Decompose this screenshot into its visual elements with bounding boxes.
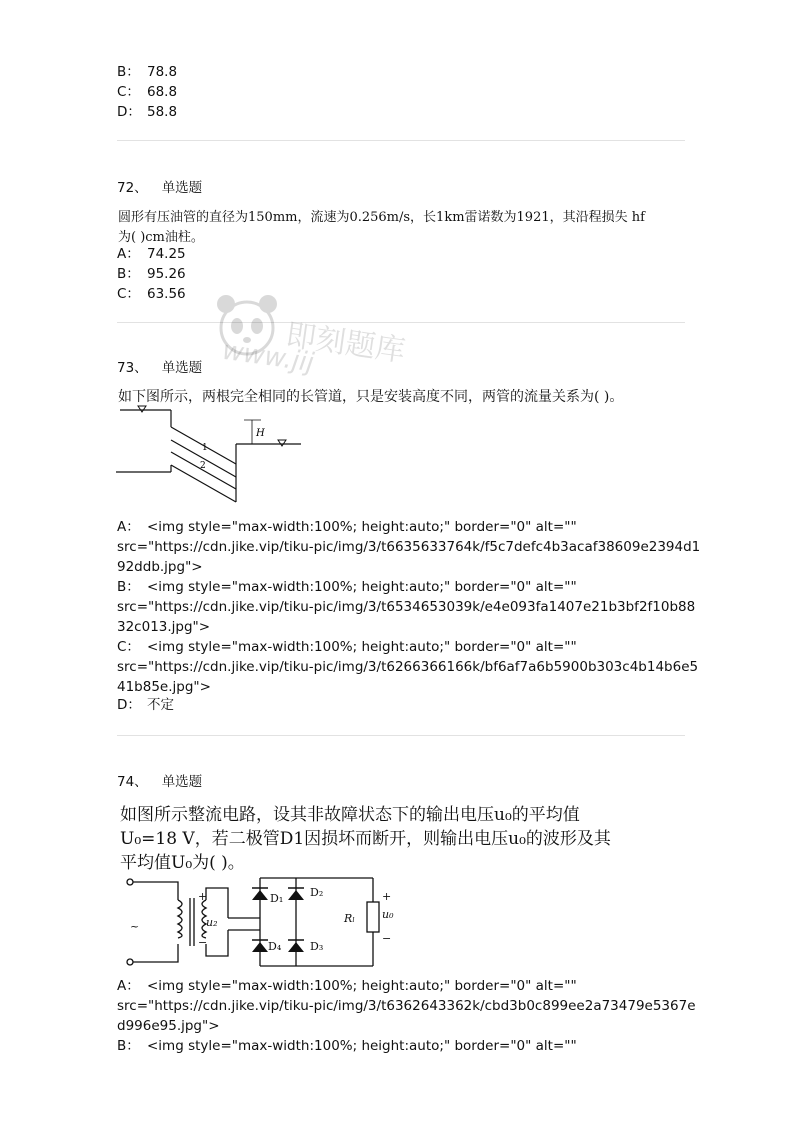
label-d2: D₂: [310, 886, 324, 899]
watermark-brand: 即刻题库: [283, 317, 408, 370]
label-u2: u₂: [206, 916, 218, 929]
label-pipe-1: 1: [202, 443, 208, 453]
option-b[interactable]: B： 78.8: [117, 64, 178, 80]
label-plus: +: [198, 890, 208, 903]
q73-option-d[interactable]: D： 不定: [117, 697, 174, 713]
label-d1: D₁: [270, 892, 284, 905]
label-d4: D₄: [268, 940, 282, 953]
q73-option-c[interactable]: C： <img style="max-width:100%; height:auto;" border="0" alt="" src="https://cdn.jike.vip/tiku-pic/img/3/t6266366166k/bf6af7a6b5900b303c4b14b6e5 41b85e.jpg">: [117, 639, 699, 695]
label-d3: D₃: [310, 940, 324, 953]
label-rl: Rₗ: [344, 912, 355, 925]
label-pipe-2: 2: [200, 461, 206, 471]
question-stem-74-line2: U₀=18 V，若二极管D1因损坏而断开，则输出电压u₀的波形及其: [120, 829, 611, 849]
label-uo: u₀: [382, 908, 394, 921]
label-h: H: [256, 428, 265, 439]
option-c[interactable]: C： 68.8: [117, 84, 178, 100]
question-header-72: 72、 单选题: [117, 180, 203, 196]
pipe-diagram: [116, 402, 306, 512]
watermark-url: www.jij: [220, 335, 316, 379]
option-d[interactable]: D： 58.8: [117, 104, 178, 120]
q74-option-b[interactable]: B： <img style="max-width:100%; height:auto;" border="0" alt="": [117, 1038, 577, 1054]
divider: [117, 735, 685, 736]
rectifier-circuit-diagram: [118, 870, 398, 970]
label-minus-left: −: [198, 936, 208, 949]
question-stem-72-line2: 为( )cm油柱。: [118, 230, 204, 245]
divider: [117, 140, 685, 141]
question-stem-74-line3: 平均值U₀为( )。: [120, 853, 245, 873]
question-stem-74-line1: 如图所示整流电路，设其非故障状态下的输出电压u₀的平均值: [120, 805, 580, 825]
question-header-74: 74、 单选题: [117, 774, 203, 790]
question-header-73: 73、 单选题: [117, 360, 203, 376]
question-stem-72-line1: 圆形有压油管的直径为150mm，流速为0.256m/s，长1km雷诺数为1921，其沿程损失 hf: [118, 210, 645, 225]
q73-option-b[interactable]: B： <img style="max-width:100%; height:auto;" border="0" alt="" src="https://cdn.jike.vip/tiku-pic/img/3/t6534653039k/e4e093fa1407e21b3bf2f10b88 32c013.jpg">: [117, 579, 696, 635]
q73-option-a[interactable]: A： <img style="max-width:100%; height:auto;" border="0" alt="" src="https://cdn.jike.vip/tiku-pic/img/3/t6635633764k/f5c7defc4b3acaf38609e2394d1 92ddb.jpg">: [117, 519, 701, 575]
label-ac-source: ~: [130, 920, 140, 933]
q72-option-c[interactable]: C： 63.56: [117, 286, 186, 302]
label-plus-out: +: [382, 890, 392, 903]
label-minus-out: −: [382, 932, 392, 945]
q72-option-b[interactable]: B： 95.26: [117, 266, 186, 282]
q74-option-a[interactable]: A： <img style="max-width:100%; height:auto;" border="0" alt="" src="https://cdn.jike.vip/tiku-pic/img/3/t6362643362k/cbd3b0c899ee2a73479e5367e d996e95.jpg">: [117, 978, 696, 1034]
q72-option-a[interactable]: A： 74.25: [117, 246, 186, 262]
divider: [117, 322, 685, 323]
question-stem-73: 如下图所示，两根完全相同的长管道，只是安装高度不同，两管的流量关系为( )。: [118, 389, 624, 405]
